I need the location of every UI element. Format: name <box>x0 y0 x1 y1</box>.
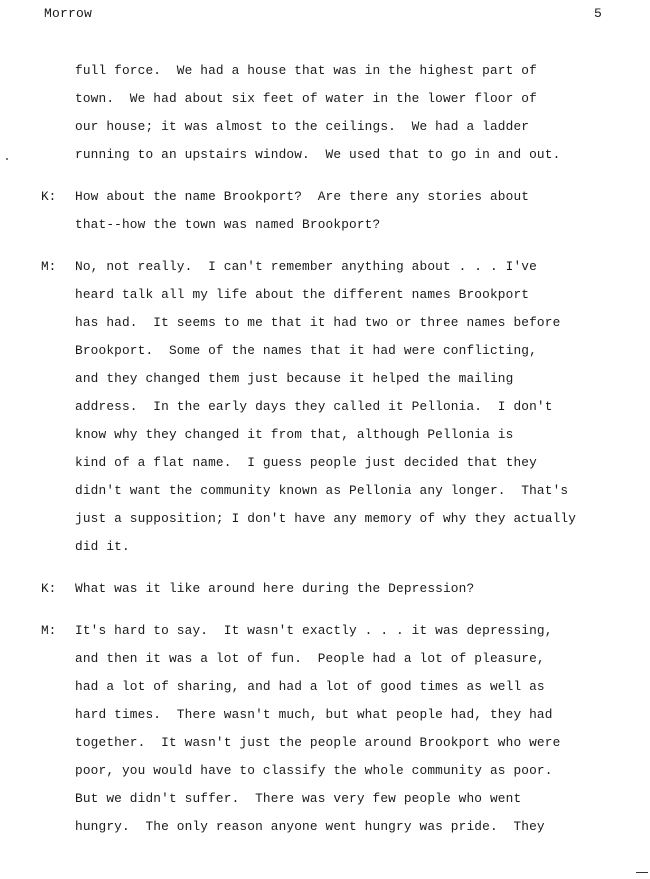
transcript-line: heard talk all my life about the different names Brookport <box>75 287 530 302</box>
transcript-line: What was it like around here during the Depression? <box>75 581 475 596</box>
speaker-label: M: <box>41 623 57 638</box>
transcript-line: did it. <box>75 539 130 554</box>
transcript-line: has had. It seems to me that it had two or three names before <box>75 315 561 330</box>
transcript-paragraph <box>0 617 650 841</box>
transcript-paragraph <box>0 57 650 169</box>
transcript-line: our house; it was almost to the ceilings. We had a ladder <box>75 119 530 134</box>
transcript-line: hungry. The only reason anyone went hungry was pride. They <box>75 819 545 834</box>
transcript-line: poor, you would have to classify the whole community as poor. <box>75 763 553 778</box>
speaker-label: M: <box>41 259 57 274</box>
transcript-paragraph <box>0 575 650 603</box>
corner-mark <box>636 872 648 873</box>
transcript-line: No, not really. I can't remember anything about . . . I've <box>75 259 537 274</box>
transcript-line: and then it was a lot of fun. People had a lot of pleasure, <box>75 651 545 666</box>
paragraph-gap <box>0 603 650 617</box>
transcript-line: together. It wasn't just the people around Brookport who were <box>75 735 561 750</box>
transcript-line: didn't want the community known as Pellonia any longer. That's <box>75 483 569 498</box>
transcript-paragraph <box>0 183 650 239</box>
transcript-line: But we didn't suffer. There was very few people who went <box>75 791 522 806</box>
transcript-line: full force. We had a house that was in the highest part of <box>75 63 537 78</box>
transcript-line: running to an upstairs window. We used that to go in and out. <box>75 147 561 162</box>
transcript-line: just a supposition; I don't have any memory of why they actually <box>75 511 577 526</box>
transcript-line: had a lot of sharing, and had a lot of good times as well as <box>75 679 545 694</box>
paragraph-gap <box>0 239 650 253</box>
transcript-line: Brookport. Some of the names that it had were conflicting, <box>75 343 537 358</box>
paragraph-gap <box>0 169 650 183</box>
speaker-label: K: <box>41 189 57 204</box>
transcript-line: know why they changed it from that, although Pellonia is <box>75 427 514 442</box>
transcript-paragraph <box>0 253 650 561</box>
transcript-line: How about the name Brookport? Are there any stories about <box>75 189 530 204</box>
transcript-line: and they changed them just because it helped the mailing <box>75 371 514 386</box>
page-header-name: Morrow <box>44 6 93 21</box>
transcript-line: town. We had about six feet of water in the lower floor of <box>75 91 537 106</box>
transcript-body <box>0 57 650 841</box>
transcript-line: address. In the early days they called it Pellonia. I don't <box>75 399 553 414</box>
page-number: 5 <box>594 6 602 21</box>
transcript-line: kind of a flat name. I guess people just decided that they <box>75 455 537 470</box>
transcript-line: hard times. There wasn't much, but what people had, they had <box>75 707 553 722</box>
transcript-line: It's hard to say. It wasn't exactly . . . it was depressing, <box>75 623 553 638</box>
transcript-line: that--how the town was named Brookport? <box>75 217 381 232</box>
speaker-label: K: <box>41 581 57 596</box>
paragraph-gap <box>0 561 650 575</box>
